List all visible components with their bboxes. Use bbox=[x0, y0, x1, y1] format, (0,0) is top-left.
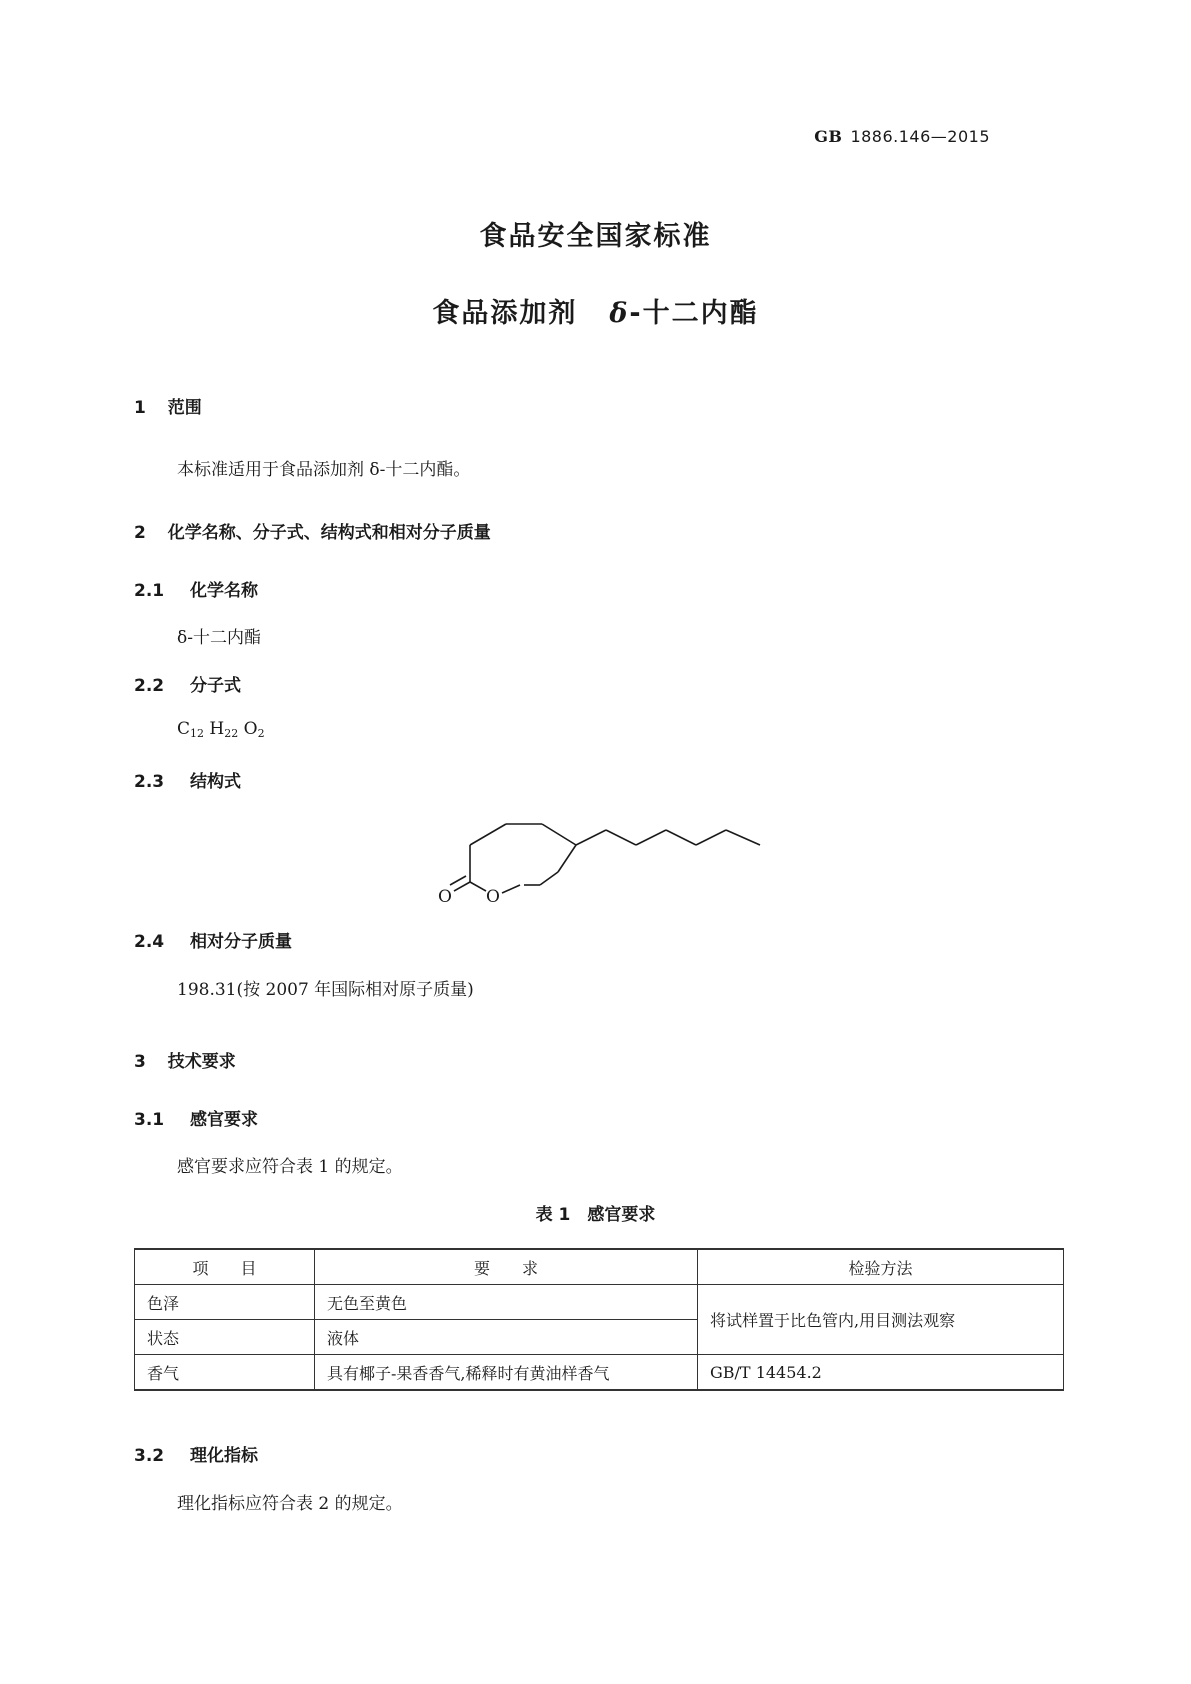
section-title: 化学名称 bbox=[190, 581, 259, 601]
title-delta: δ bbox=[609, 298, 630, 329]
standard-number: 1886.146—2015 bbox=[850, 127, 990, 146]
formula-h: H bbox=[209, 719, 225, 739]
formula-c: C bbox=[177, 719, 191, 739]
section-number: 1 bbox=[134, 398, 146, 418]
section-3-1-text: 感官要求应符合表 1 的规定。 bbox=[177, 1157, 403, 1177]
section-title: 理化指标 bbox=[190, 1446, 259, 1466]
section-number: 2.4 bbox=[134, 932, 165, 952]
formula-o: O bbox=[243, 719, 258, 739]
table-cell-method: GB/T 14454.2 bbox=[698, 1355, 1064, 1391]
table-1-caption: 表 1 感官要求 bbox=[535, 1205, 656, 1225]
section-title: 技术要求 bbox=[167, 1052, 236, 1072]
ring-bond bbox=[558, 845, 576, 872]
chain-bond bbox=[636, 830, 666, 845]
section-number: 2.2 bbox=[134, 676, 165, 696]
chain-bond bbox=[666, 830, 696, 845]
formula-c-count: 12 bbox=[190, 727, 205, 740]
section-title: 分子式 bbox=[190, 676, 242, 696]
section-2-4-heading bbox=[134, 927, 292, 952]
table-cell-requirement: 液体 bbox=[315, 1320, 698, 1355]
document-title-line1: 食品安全国家标准 bbox=[479, 221, 712, 252]
section-number: 2.3 bbox=[134, 772, 165, 792]
section-1-heading bbox=[134, 393, 202, 418]
carbonyl-bond bbox=[454, 882, 470, 891]
formula-o-count: 2 bbox=[257, 727, 265, 740]
molecular-mass-text: 198.31(按 2007 年国际相对原子质量) bbox=[177, 980, 474, 1000]
section-title: 感官要求 bbox=[190, 1110, 259, 1130]
table-cell-item: 香气 bbox=[135, 1355, 315, 1391]
ring-bond bbox=[470, 882, 486, 891]
section-number: 3.2 bbox=[134, 1446, 165, 1466]
table-header-cell: 检验方法 bbox=[698, 1249, 1064, 1285]
standard-code bbox=[814, 127, 990, 146]
table-1 bbox=[134, 1248, 1064, 1391]
carbonyl-bond bbox=[450, 876, 466, 885]
ring-bond bbox=[470, 824, 506, 845]
chain-bond bbox=[696, 830, 726, 845]
molecular-formula bbox=[177, 719, 265, 740]
section-3-2-text: 理化指标应符合表 2 的规定。 bbox=[177, 1494, 403, 1514]
section-3-1-heading bbox=[134, 1105, 258, 1130]
section-title: 结构式 bbox=[190, 772, 242, 792]
chain-bond bbox=[576, 830, 606, 845]
section-title: 相对分子质量 bbox=[190, 932, 293, 952]
section-number: 3 bbox=[134, 1052, 146, 1072]
table-row bbox=[135, 1355, 1064, 1391]
table-header-cell: 项 目 bbox=[135, 1249, 315, 1285]
section-2-1-heading bbox=[134, 576, 258, 601]
chemical-name: δ-十二内酯 bbox=[177, 628, 261, 648]
carbonyl-oxygen-label: O bbox=[438, 887, 452, 907]
section-3-heading bbox=[134, 1047, 236, 1072]
section-title: 范围 bbox=[167, 398, 202, 418]
table-cell-requirement: 具有椰子-果香香气,稀释时有黄油样香气 bbox=[315, 1355, 698, 1391]
ring-bond bbox=[502, 885, 520, 893]
section-2-3-heading bbox=[134, 767, 241, 792]
section-2-2-heading bbox=[134, 671, 241, 696]
table-cell-method: 将试样置于比色管内,用目测法观察 bbox=[698, 1285, 1064, 1355]
ring-bond bbox=[542, 824, 576, 845]
table-header-row bbox=[135, 1249, 1064, 1285]
document-title-line2 bbox=[0, 291, 1191, 330]
section-1-text: 本标准适用于食品添加剂 δ-十二内酯。 bbox=[177, 460, 471, 480]
section-number: 2 bbox=[134, 523, 146, 543]
table-header-cell: 要 求 bbox=[315, 1249, 698, 1285]
ring-bond bbox=[540, 872, 558, 885]
title-suffix: -十二内酯 bbox=[629, 298, 759, 329]
table-cell-requirement: 无色至黄色 bbox=[315, 1285, 698, 1320]
section-title: 化学名称、分子式、结构式和相对分子质量 bbox=[167, 523, 491, 543]
section-3-2-heading bbox=[134, 1441, 258, 1466]
structural-formula bbox=[430, 812, 770, 912]
ring-oxygen-label: O bbox=[486, 887, 500, 907]
title-prefix: 食品添加剂 bbox=[432, 298, 578, 329]
standard-prefix: GB bbox=[814, 127, 843, 146]
chain-bond bbox=[606, 830, 636, 845]
table-row bbox=[135, 1285, 1064, 1320]
section-number: 3.1 bbox=[134, 1110, 165, 1130]
section-number: 2.1 bbox=[134, 581, 165, 601]
formula-h-count: 22 bbox=[224, 727, 239, 740]
table-cell-item: 状态 bbox=[135, 1320, 315, 1355]
chain-bond bbox=[726, 830, 760, 845]
section-2-heading bbox=[134, 518, 491, 543]
table-cell-item: 色泽 bbox=[135, 1285, 315, 1320]
